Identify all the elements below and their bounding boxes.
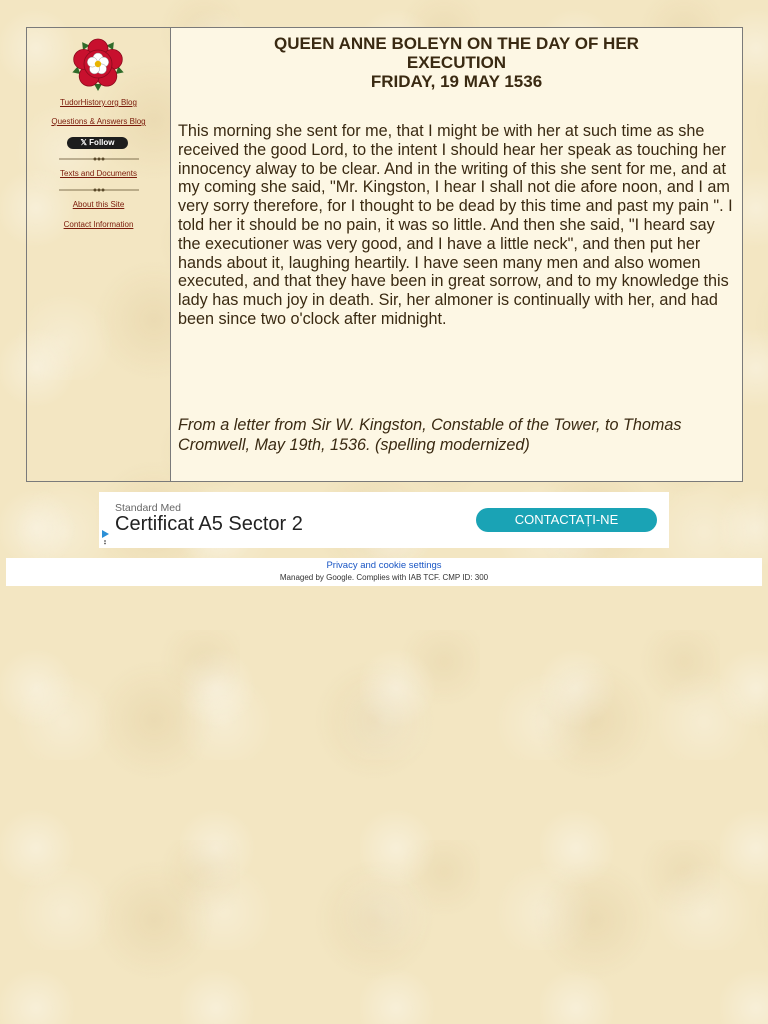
sidebar-link-about[interactable]: About this Site	[72, 200, 125, 209]
ad-headline[interactable]: Certificat A5 Sector 2	[115, 513, 303, 535]
sidebar-link-contact[interactable]: Contact Information	[63, 220, 134, 229]
sidebar	[27, 28, 171, 481]
page-layout-table	[26, 27, 743, 482]
sidebar-link-texts-documents[interactable]: Texts and Documents	[60, 169, 137, 178]
twitter-follow-button[interactable]: 𝕏 Follow	[67, 137, 128, 149]
ornamental-divider	[59, 187, 139, 193]
adchoices-icon[interactable]	[100, 528, 110, 546]
article-citation: From a letter from Sir W. Kingston, Constable of the Tower, to Thomas Cromwell, May 19th, 1536. (spelling modernized)	[178, 416, 682, 454]
article-body: This morning she sent for me, that I might be with her at such time as she received the good Lord, to the intent I should hear her speak as touching her innocency alway to be clear. And in the writing of this she sent for me, and at my coming she said, "Mr. Kingston, I hear I shall not die afore noon, and I am very sorry therefore, for I thought to be dead by this time and past my pain ". I told her it should be no pain, it was so little. And then she said, "I heard say the executioner was very good, and I have a little neck", and then put her hands about it, laughing heartily. I have seen many men and also women executed, and that they have been in great sorrow, and to my knowledge this lady has much joy in death. Sir, her almoner is continually with her, and had been since two o'clock after midnight.	[178, 122, 733, 328]
article-content	[171, 28, 742, 481]
sidebar-link-blog[interactable]: TudorHistory.org Blog	[60, 98, 137, 107]
sidebar-link-qa-blog[interactable]: Questions & Answers Blog	[51, 117, 146, 126]
ad-banner[interactable]	[99, 492, 669, 548]
page-title: QUEEN ANNE BOLEYN ON THE DAY OF HER EXECUTION FRIDAY, 19 MAY 1536	[274, 34, 639, 91]
x-logo-icon: 𝕏	[80, 138, 90, 147]
tudor-rose-logo[interactable]	[65, 36, 131, 92]
consent-bar	[6, 558, 762, 586]
ornamental-divider	[59, 156, 139, 162]
ad-contact-button[interactable]: CONTACTAȚI-NE	[476, 508, 657, 532]
privacy-settings-link[interactable]: Privacy and cookie settings	[326, 560, 442, 571]
ad-advertiser: Standard Med	[115, 502, 181, 514]
consent-note: Managed by Google. Complies with IAB TCF. CMP ID: 300	[279, 573, 489, 582]
